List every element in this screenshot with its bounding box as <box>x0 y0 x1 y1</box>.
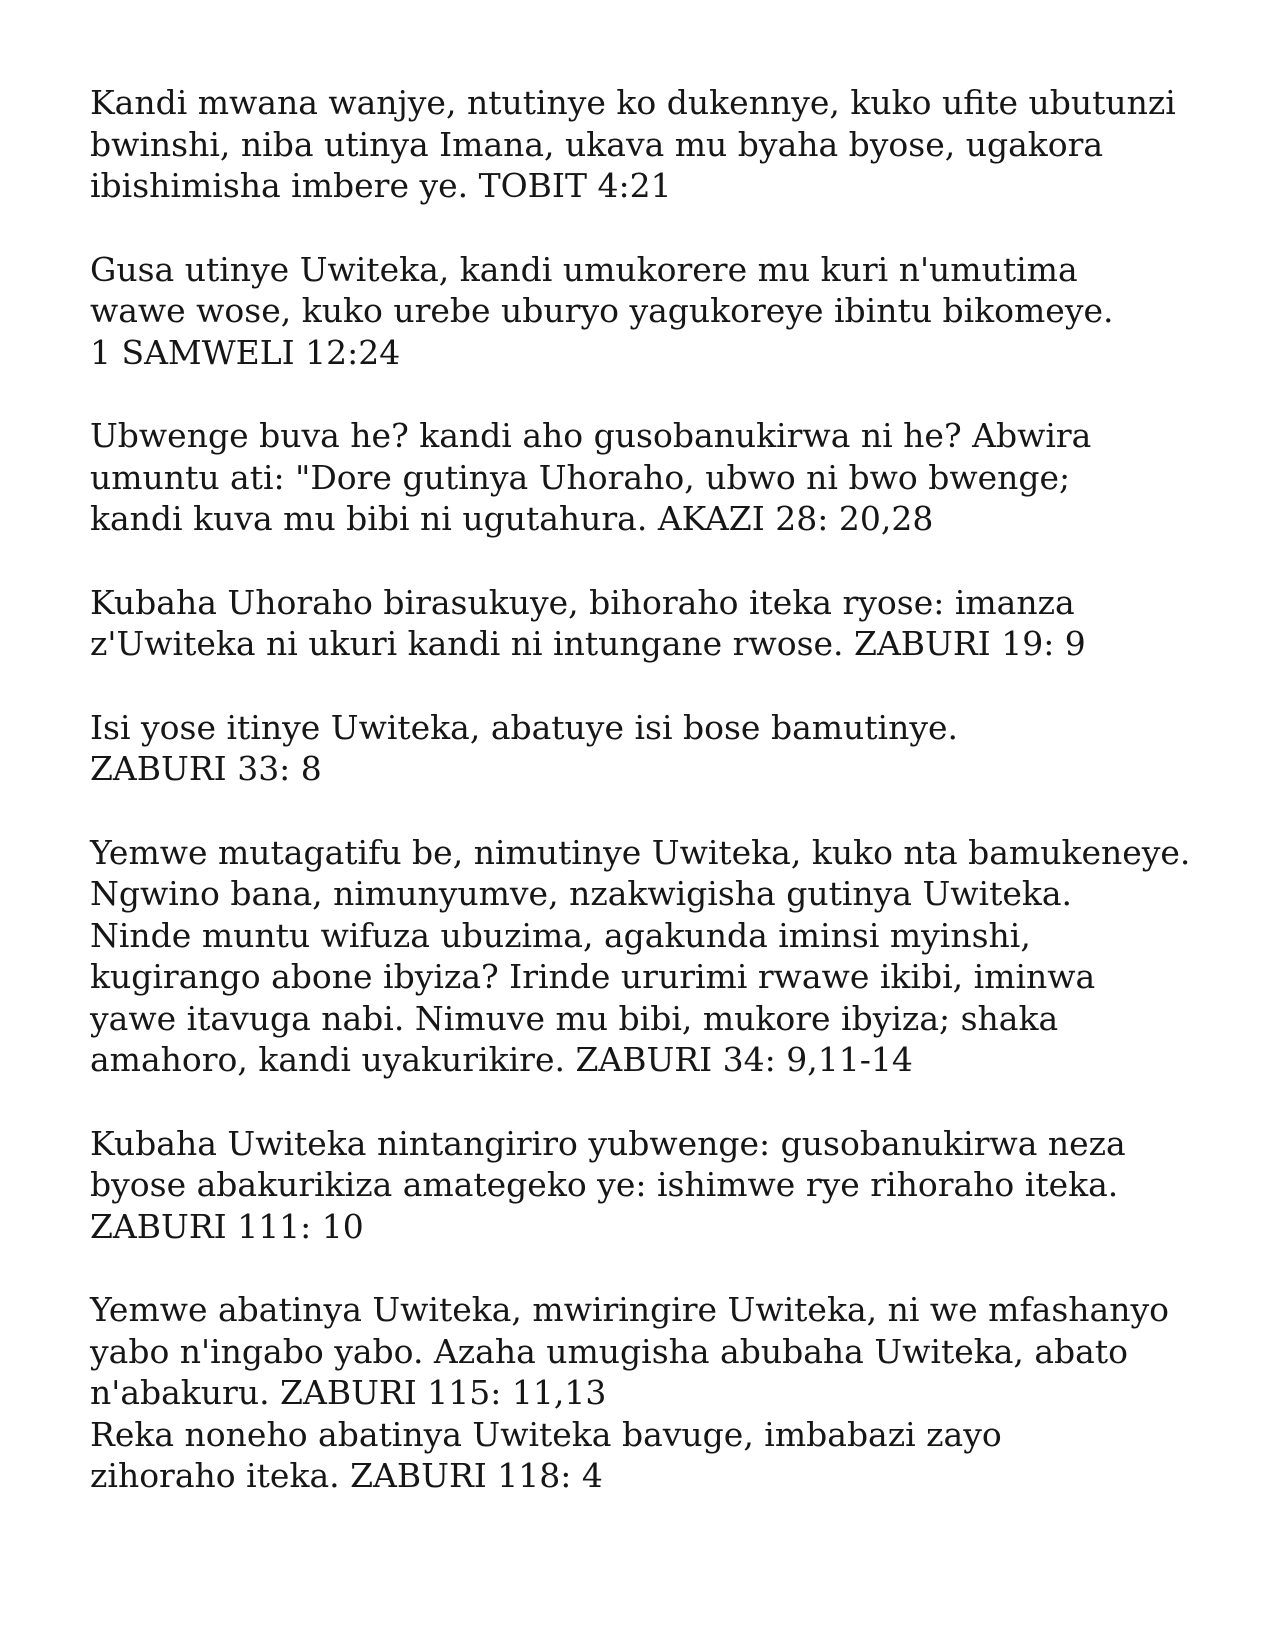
text-line: yabo n'ingabo yabo. Azaha umugisha abubaha Uwiteka, abato <box>90 1331 1128 1371</box>
text-line: ZABURI 33: 8 <box>90 749 322 788</box>
document-page <box>90 82 1230 1497</box>
text-line: z'Uwiteka ni ukuri kandi ni intungane rwose. ZABURI 19: 9 <box>90 624 1086 663</box>
passage-zaburi-111 <box>90 1123 1230 1248</box>
text-line: Ubwenge buva he? kandi aho gusobanukirwa ni he? Abwira <box>90 416 1092 455</box>
passage-zaburi-33 <box>90 707 1230 790</box>
text-line: bwinshi, niba utinya Imana, ukava mu byaha byose, ugakora <box>90 124 1104 164</box>
text-line: yawe itavuga nabi. Nimuve mu bibi, mukore ibyiza; shaka <box>90 998 1059 1038</box>
text-line: Reka noneho abatinya Uwiteka bavuge, imbabazi zayo <box>90 1414 1002 1454</box>
text-line: ZABURI 111: 10 <box>90 1206 364 1246</box>
text-line: kandi kuva mu bibi ni ugutahura. AKAZI 28: 20,28 <box>90 499 934 538</box>
text-line: ibishimisha imbere ye. TOBIT 4:21 <box>90 166 672 205</box>
passage-tobit <box>90 82 1230 207</box>
passage-akazi <box>90 415 1230 540</box>
text-line: byose abakurikiza amategeko ye: ishimwe rye rihoraho iteka. <box>90 1165 1119 1204</box>
text-line: wawe wose, kuko urebe uburyo yagukoreye ibintu bikomeye. <box>90 291 1114 330</box>
passage-zaburi-34 <box>90 832 1230 1081</box>
text-line: Kandi mwana wanjye, ntutinye ko dukennye, kuko ufite ubutunzi <box>90 83 1176 122</box>
passage-zaburi-118 <box>90 1414 1230 1497</box>
text-line: Yemwe abatinya Uwiteka, mwiringire Uwiteka, ni we mfashanyo <box>90 1290 1169 1329</box>
passage-zaburi-115 <box>90 1289 1230 1414</box>
text-line: Kubaha Uwiteka nintangiriro yubwenge: gusobanukirwa neza <box>90 1123 1126 1163</box>
text-line: Gusa utinye Uwiteka, kandi umukorere mu kuri n'umutima <box>90 249 1078 289</box>
text-line: amahoro, kandi uyakurikire. ZABURI 34: 9,11-14 <box>90 1040 913 1079</box>
text-line: n'abakuru. ZABURI 115: 11,13 <box>90 1373 607 1412</box>
text-line: Isi yose itinye Uwiteka, abatuye isi bose bamutinye. <box>90 707 959 747</box>
passage-zaburi-19 <box>90 582 1230 665</box>
text-line: zihoraho iteka. ZABURI 118: 4 <box>90 1456 603 1495</box>
text-line: umuntu ati: "Dore gutinya Uhoraho, ubwo ni bwo bwenge; <box>90 457 1071 497</box>
passage-samweli <box>90 249 1230 374</box>
text-line: kugirango abone ibyiza? Irinde ururimi rwawe ikibi, iminwa <box>90 957 1096 996</box>
text-line: Ngwino bana, nimunyumve, nzakwigisha gutinya Uwiteka. <box>90 874 1073 913</box>
text-line: 1 SAMWELI 12:24 <box>90 332 401 372</box>
text-line: Kubaha Uhoraho birasukuye, bihoraho iteka ryose: imanza <box>90 582 1075 622</box>
text-line: Yemwe mutagatifu be, nimutinye Uwiteka, kuko nta bamukeneye. <box>90 832 1191 872</box>
text-line: Ninde muntu wifuza ubuzima, agakunda iminsi myinshi, <box>90 915 1031 955</box>
